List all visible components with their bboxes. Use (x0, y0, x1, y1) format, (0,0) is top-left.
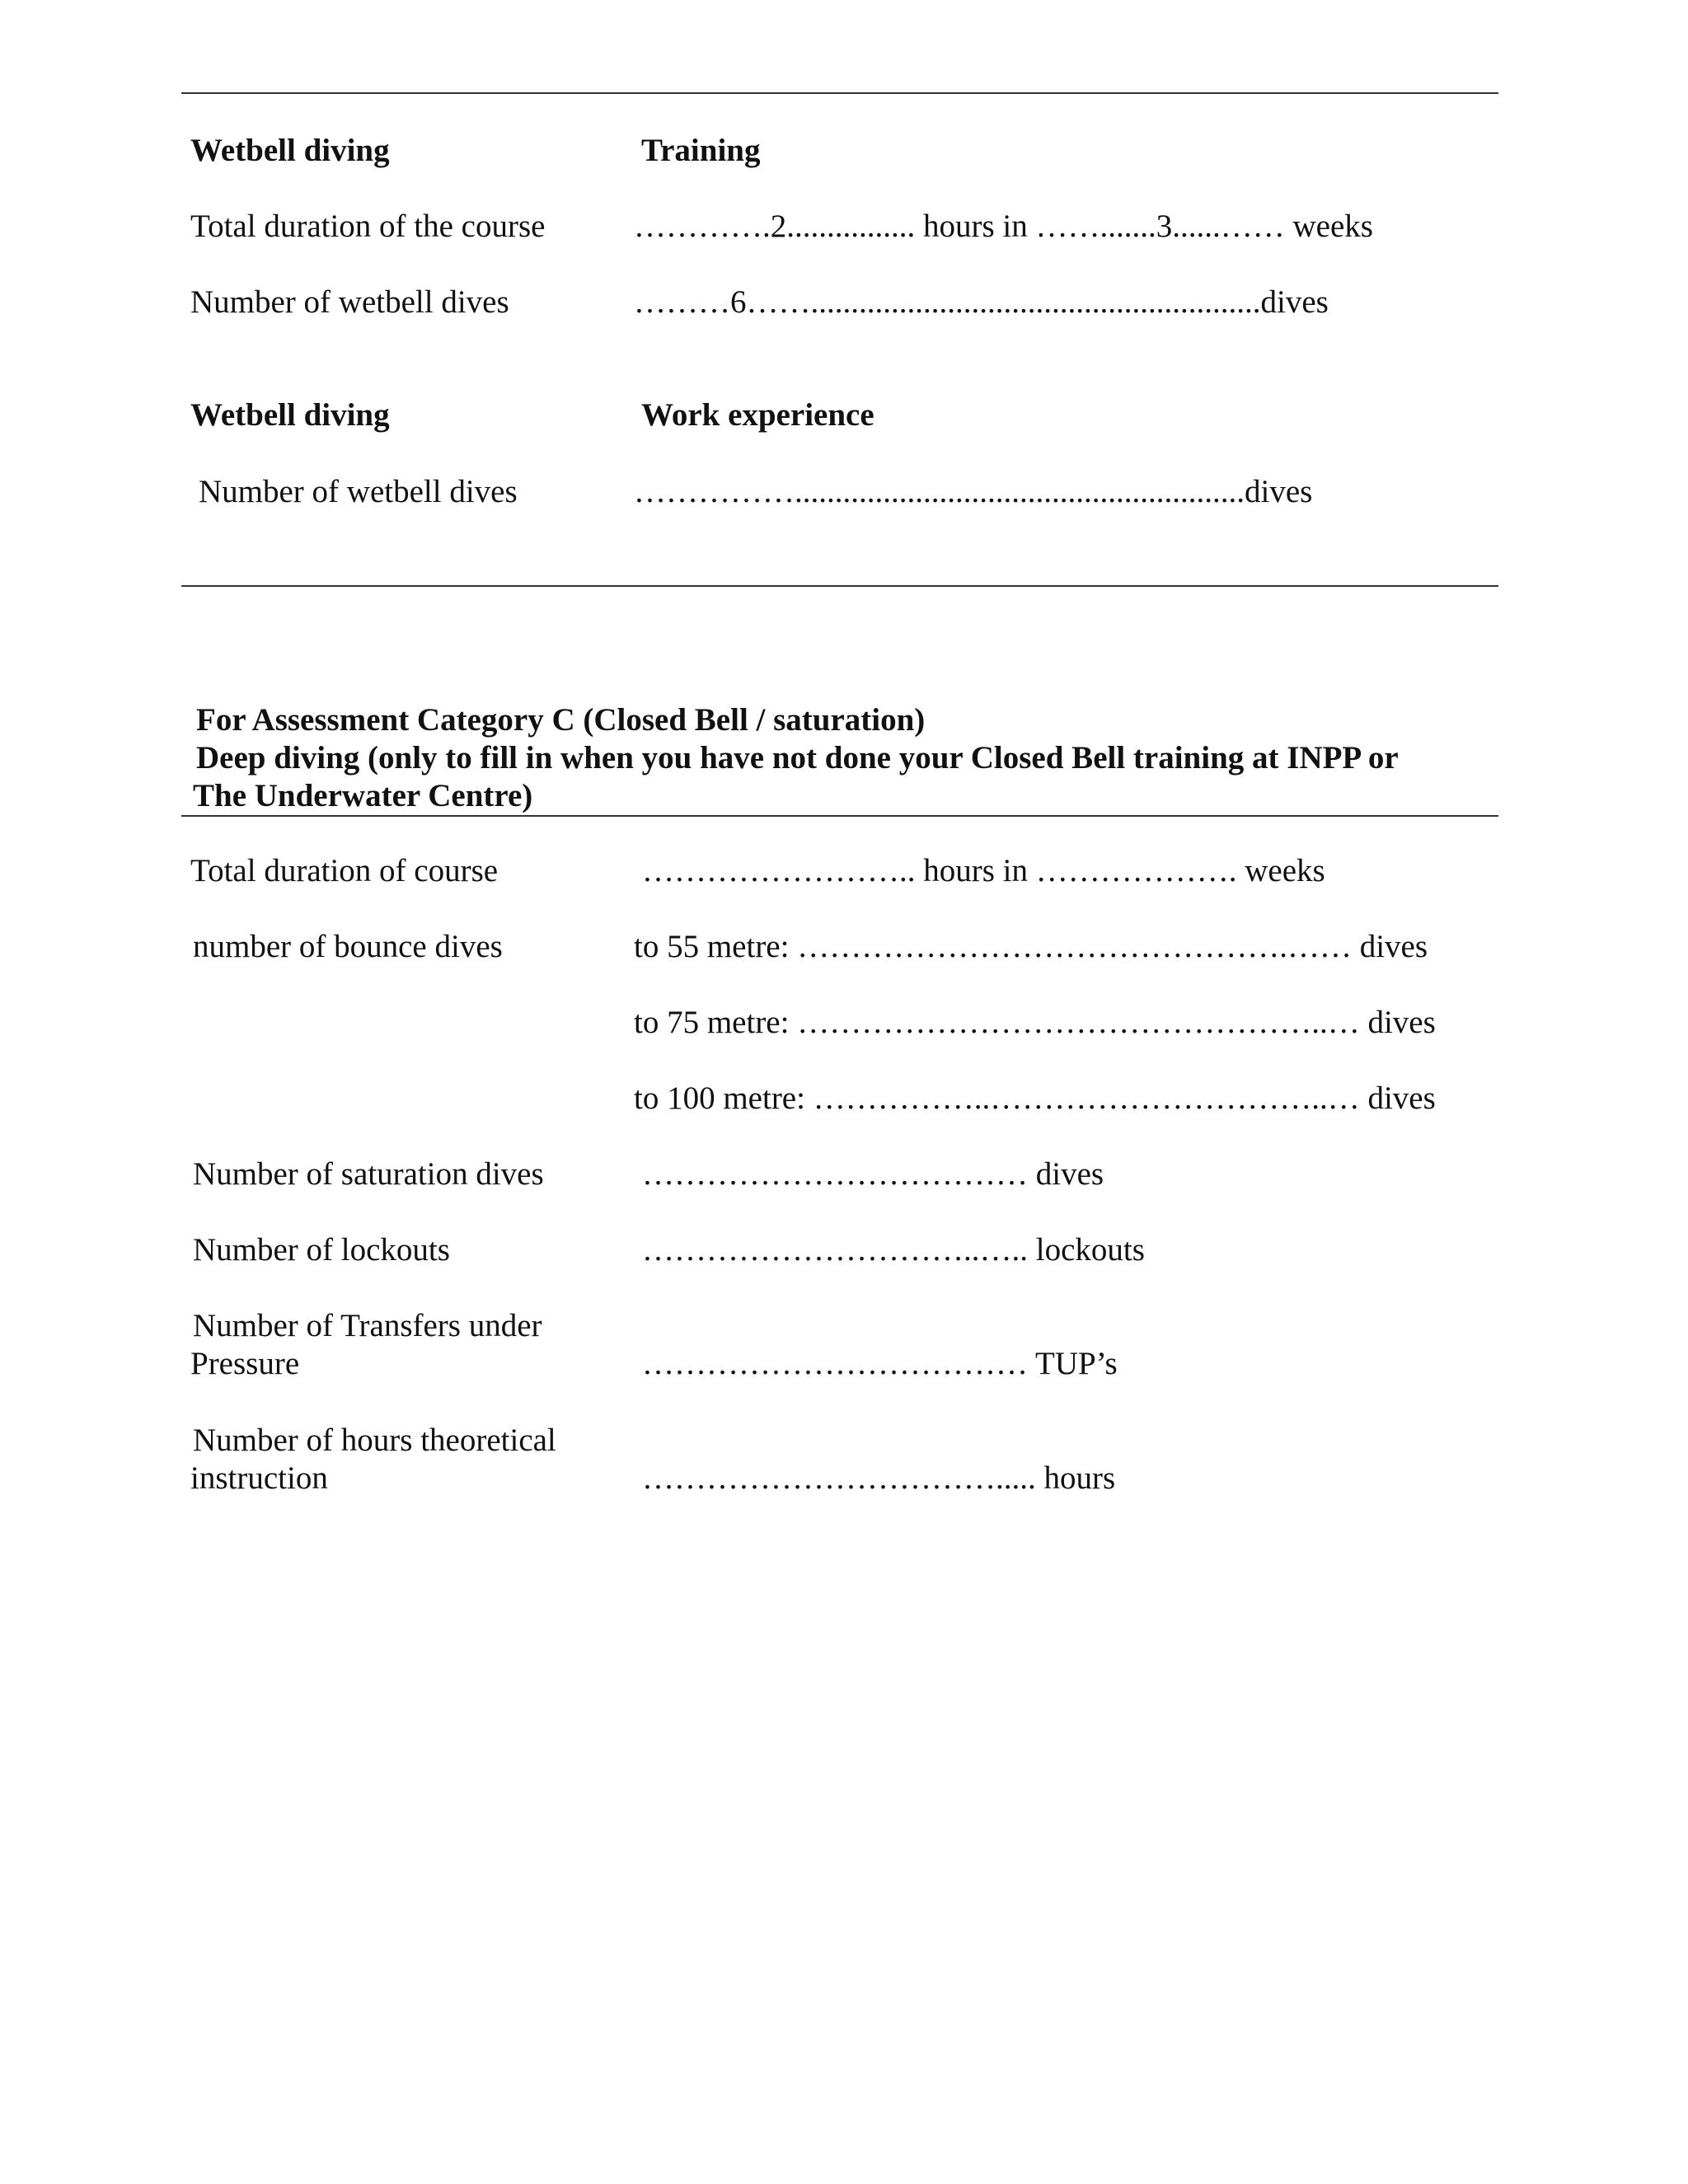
transfers-field[interactable]: ……………………………… TUP’s (642, 1346, 1118, 1381)
section2-heading-left: Wetbell diving (190, 397, 390, 433)
saturation-dives-field[interactable]: ……………………………… dives (642, 1156, 1104, 1192)
theory-hours-field[interactable]: ……………………………..... hours (642, 1460, 1116, 1496)
category-c-subtitle-cont: The Underwater Centre) (193, 778, 533, 813)
category-c-title: For Assessment Category C (Closed Bell / saturation) (196, 702, 926, 738)
saturation-dives-label: Number of saturation dives (193, 1156, 544, 1192)
training-wetbell-dives-label: Number of wetbell dives (190, 284, 509, 320)
theory-hours-label: Number of hours theoretical (193, 1422, 556, 1458)
bounce-dives-75m-field[interactable]: to 75 metre: …………………………………………..… dives (634, 1005, 1436, 1040)
work-wetbell-dives-field[interactable]: ……………........................................................dives (634, 474, 1313, 509)
section2-heading-right: Work experience (641, 397, 874, 433)
deep-course-duration-label: Total duration of course (190, 853, 499, 888)
top-divider (181, 92, 1498, 94)
course-duration-label: Total duration of the course (190, 209, 546, 244)
deep-course-duration-field[interactable]: …………………….. hours in ………………. weeks (642, 853, 1325, 888)
training-wetbell-dives-field[interactable]: ………6……........................................................dives (634, 284, 1329, 320)
section1-heading-right: Training (641, 133, 761, 168)
bounce-dives-55m-field[interactable]: to 55 metre: ……………………………………….…… dives (634, 929, 1428, 964)
bounce-dives-label: number of bounce dives (193, 929, 503, 964)
section1-heading-left: Wetbell diving (190, 133, 390, 168)
lockouts-label: Number of lockouts (193, 1232, 450, 1268)
work-wetbell-dives-label: Number of wetbell dives (199, 474, 518, 509)
category-c-divider (181, 815, 1498, 817)
course-duration-field[interactable]: ………….2................ hours in …….......3......…… weeks (634, 209, 1373, 244)
bounce-dives-100m-field[interactable]: to 100 metre: ……………..…………………………..… dives (634, 1080, 1436, 1116)
transfers-label: Number of Transfers under (193, 1308, 542, 1343)
middle-divider (181, 585, 1498, 587)
lockouts-field[interactable]: …………………………..….. lockouts (642, 1232, 1145, 1268)
theory-hours-label-cont: instruction (190, 1460, 328, 1496)
transfers-label-cont: Pressure (190, 1346, 300, 1381)
category-c-subtitle: Deep diving (only to fill in when you have not done your Closed Bell training at INPP or (196, 740, 1399, 776)
category-c-heading (193, 701, 1482, 815)
